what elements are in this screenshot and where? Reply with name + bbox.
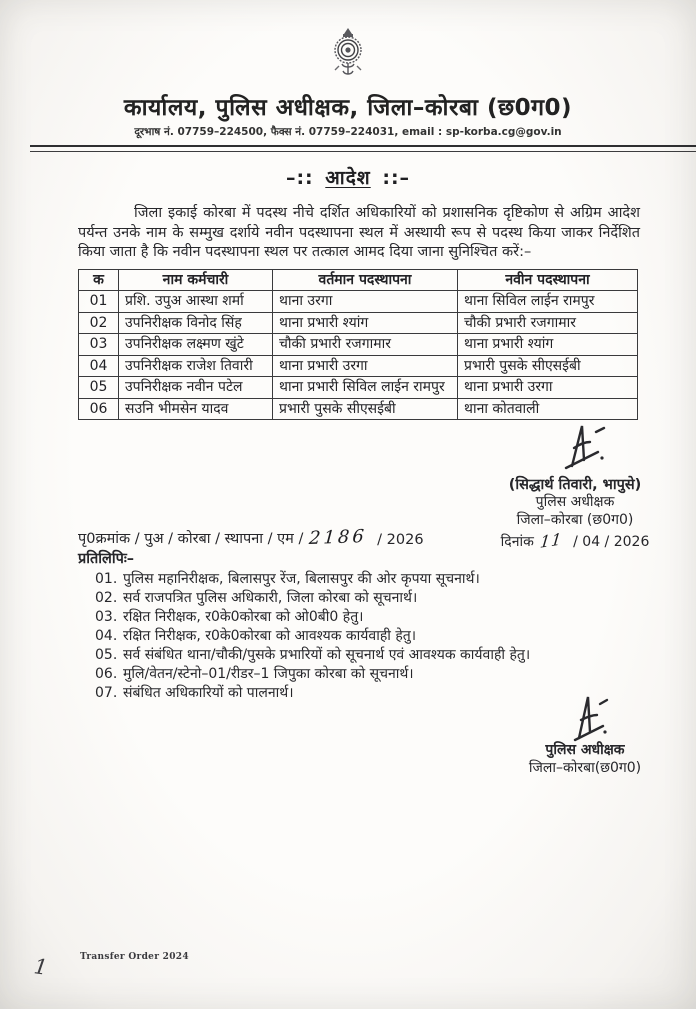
bottom-signatory-designation: पुलिस अधीक्षक bbox=[545, 742, 625, 758]
table-cell: 03 bbox=[79, 334, 119, 356]
copy-item-text: संबंधित अधिकारियों को पालनार्थ। bbox=[123, 685, 294, 701]
bottom-signatory-district: जिला–कोरबा(छ0ग0) bbox=[528, 759, 642, 776]
copy-list-item bbox=[95, 665, 655, 684]
table-row bbox=[79, 291, 638, 313]
table-cell: चौकी प्रभारी रजगामार bbox=[458, 312, 638, 334]
signature-icon-bottom bbox=[545, 692, 625, 742]
copy-list-item bbox=[95, 646, 655, 665]
transfer-table-body bbox=[79, 291, 638, 420]
date-day-handwritten: 11 bbox=[539, 529, 564, 552]
table-header-row bbox=[79, 269, 638, 291]
footer-document-label: Transfer Order 2024 bbox=[80, 952, 189, 962]
table-cell: थाना उरगा bbox=[273, 291, 458, 313]
copy-item-number: 03. bbox=[95, 609, 118, 625]
copy-item-text: रक्षित निरीक्षक, र0के0कोरबा को आवश्यक कार्यवाही हेतु। bbox=[123, 628, 417, 644]
copy-item-text: मुलि/वेतन/स्टेनो–01/रीडर–1 जिपुका कोरबा को सूचनार्थ। bbox=[123, 666, 414, 682]
table-row bbox=[79, 355, 638, 377]
copy-item-text: सर्व संबंधित थाना/चौकी/पुसके प्रभारियों को सूचनार्थ एवं आवश्यक कार्यवाही हेतु। bbox=[123, 647, 531, 663]
contact-line: दूरभाष नं. 07759–224500, फैक्स नं. 07759–224031, email : sp-korba.cg@gov.in bbox=[134, 126, 562, 138]
col-header-new-posting: नवीन पदस्थापना bbox=[458, 269, 638, 291]
copy-list-item bbox=[95, 608, 655, 627]
table-cell: प्रभारी पुसके सीएसईबी bbox=[458, 355, 638, 377]
order-heading-prefix: –:: bbox=[285, 167, 314, 189]
table-row bbox=[79, 312, 638, 334]
office-title: कार्यालय, पुलिस अधीक्षक, जिला–कोरबा (छ0ग0) bbox=[123, 95, 573, 121]
table-row bbox=[79, 334, 638, 356]
table-cell: 06 bbox=[79, 398, 119, 420]
copy-item-number: 04. bbox=[95, 628, 118, 644]
police-emblem-icon bbox=[326, 26, 370, 84]
col-header-serial: क bbox=[79, 269, 119, 291]
copy-item-number: 07. bbox=[95, 685, 118, 701]
copy-section-heading: प्रतिलिपिः– bbox=[78, 551, 135, 567]
copy-list-item bbox=[95, 570, 655, 589]
table-cell: थाना प्रभारी श्यांग bbox=[458, 334, 638, 356]
copy-item-number: 05. bbox=[95, 647, 118, 663]
table-cell: प्रभारी पुसके सीएसईबी bbox=[273, 398, 458, 420]
table-cell: थाना प्रभारी उरगा bbox=[273, 355, 458, 377]
table-cell: उपनिरीक्षक नवीन पटेल bbox=[119, 377, 273, 399]
signature-icon bbox=[530, 420, 620, 472]
copy-item-text: रक्षित निरीक्षक, र0के0कोरबा को ओ0बी0 हेतु। bbox=[123, 609, 364, 625]
copy-list-item bbox=[95, 589, 655, 608]
copy-item-number: 01. bbox=[95, 571, 118, 587]
copy-list bbox=[95, 570, 655, 703]
date-label: दिनांक bbox=[500, 534, 534, 550]
order-heading-suffix: ::– bbox=[382, 167, 411, 189]
ref-prefix: पृ0क्रमांक / पुअ / कोरबा / स्थापना / एम / bbox=[78, 531, 304, 547]
table-cell: थाना सिविल लाईन रामपुर bbox=[458, 291, 638, 313]
table-cell: 05 bbox=[79, 377, 119, 399]
signatory-name: (सिद्धार्थ तिवारी, भापुसे) bbox=[508, 477, 642, 493]
copy-item-text: पुलिस महानिरीक्षक, बिलासपुर रेंज, बिलासपुर की ओर कृपया सूचनार्थ। bbox=[123, 571, 480, 587]
table-cell: उपनिरीक्षक राजेश तिवारी bbox=[119, 355, 273, 377]
signatory-district: जिला–कोरबा (छ0ग0) bbox=[516, 511, 634, 528]
intro-paragraph: जिला इकाई कोरबा में पदस्थ नीचे दर्शित अधिकारियों को प्रशासनिक दृष्टिकोण से अग्रिम आदेश पर्यन्त उनके नाम के सम्मुख दर्शाये नवीन पदस्थापना स्थल में अस्थायी रूप से पदस्थ किया जाकर निर्देशित किया जाता है कि नवीन पदस्थापना स्थल पर तत्काल आमद दिया जाना सुनिश्चित करें:– bbox=[78, 205, 640, 260]
table-cell: थाना प्रभारी श्यांग bbox=[273, 312, 458, 334]
table-cell: प्रशि. उपुअ आस्था शर्मा bbox=[119, 291, 273, 313]
transfer-table bbox=[78, 269, 638, 421]
table-cell: सउनि भीमसेन यादव bbox=[119, 398, 273, 420]
table-row bbox=[79, 398, 638, 420]
header-emblem-wrap bbox=[0, 0, 696, 84]
table-cell: उपनिरीक्षक लक्ष्मण खुंटे bbox=[119, 334, 273, 356]
table-cell: थाना कोतवाली bbox=[458, 398, 638, 420]
table-cell: थाना प्रभारी उरगा bbox=[458, 377, 638, 399]
table-cell: थाना प्रभारी सिविल लाईन रामपुर bbox=[273, 377, 458, 399]
col-header-name: नाम कर्मचारी bbox=[119, 269, 273, 291]
signatory-designation: पुलिस अधीक्षक bbox=[535, 494, 615, 510]
table-cell: चौकी प्रभारी रजगामार bbox=[273, 334, 458, 356]
ref-suffix: / 2026 bbox=[377, 532, 424, 548]
table-row bbox=[79, 377, 638, 399]
col-header-current-posting: वर्तमान पदस्थापना bbox=[273, 269, 458, 291]
copy-item-text: सर्व राजपत्रित पुलिस अधिकारी, जिला कोरबा को सूचनार्थ। bbox=[123, 590, 418, 606]
date-rest: / 04 / 2026 bbox=[573, 534, 650, 550]
table-cell: 04 bbox=[79, 355, 119, 377]
table-cell: 02 bbox=[79, 312, 119, 334]
copy-list-item bbox=[95, 627, 655, 646]
table-cell: उपनिरीक्षक विनोद सिंह bbox=[119, 312, 273, 334]
footer-handwritten-mark: 1 bbox=[32, 954, 49, 980]
copy-item-number: 06. bbox=[95, 666, 118, 682]
table-cell: 01 bbox=[79, 291, 119, 313]
ref-number-handwritten: 2186 bbox=[308, 525, 368, 550]
copy-item-number: 02. bbox=[95, 590, 118, 606]
reference-number-line bbox=[78, 527, 638, 548]
header-divider bbox=[30, 145, 696, 152]
order-heading-word: आदेश bbox=[325, 167, 371, 189]
signature-block-bottom bbox=[500, 692, 670, 777]
order-heading bbox=[0, 164, 696, 190]
